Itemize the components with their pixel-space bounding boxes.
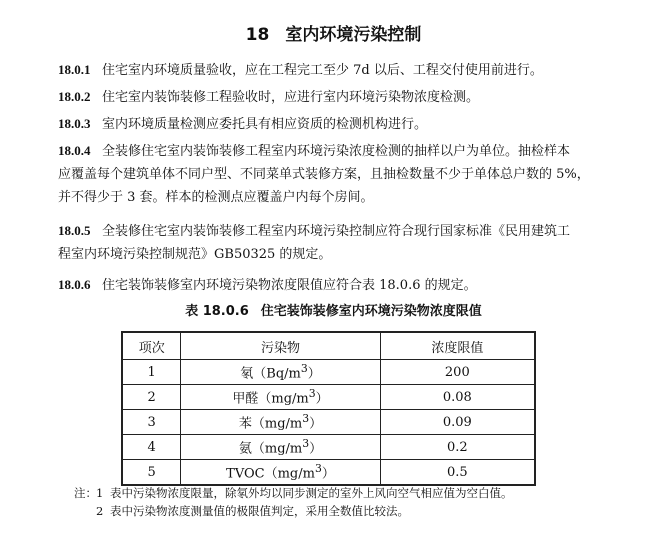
clause-text: 室内环境质量检测应委托具有相应资质的检测机构进行。 — [102, 117, 428, 132]
cell-pollutant: 甲醛$(mg/m^3)$ — [181, 385, 380, 410]
table-number: 表 18.0.6 — [185, 304, 249, 319]
pollutant-limit-table — [121, 331, 536, 486]
clause-18-0-3 — [58, 112, 618, 136]
note-text: 表中污染物浓度测量值的极限值判定，采用全数值比较法。 — [110, 504, 409, 518]
table-row — [122, 360, 535, 385]
cell-limit: 0.2 — [380, 435, 535, 460]
cell-pollutant: $TVOC(mg/m^3)$ — [181, 460, 380, 486]
clause-18-0-4 — [58, 139, 618, 209]
clause-number: 18.0.6 — [58, 277, 91, 292]
clause-18-0-1 — [58, 58, 618, 82]
clause-number: 18.0.2 — [58, 89, 91, 104]
cell-limit: 200 — [380, 360, 535, 385]
chapter-number: 18 — [245, 25, 270, 45]
cell-limit: 0.5 — [380, 460, 535, 486]
header-limit: 浓度限值 — [380, 332, 535, 360]
clause-text-line: 并不得少于 3 套。样本的检测点应覆盖户内每个房间。 — [58, 190, 374, 205]
cell-index: 5 — [122, 460, 181, 486]
note-index: 2 — [96, 504, 104, 518]
clause-18-0-2 — [58, 85, 618, 109]
cell-pollutant: 氨$(mg/m^3)$ — [181, 435, 380, 460]
cell-index: 1 — [122, 360, 181, 385]
header-index: 项次 — [122, 332, 181, 360]
cell-pollutant: 氡$(Bq/m^3)$ — [181, 360, 380, 385]
clause-text: 全装修住宅室内装饰装修工程室内环境污染浓度检测的抽样以户为单位。抽检样本 — [102, 144, 571, 159]
clause-text: 住宅室内装饰装修工程验收时，应进行室内环境污染物浓度检测。 — [102, 90, 480, 105]
clause-18-0-6 — [58, 273, 618, 297]
table-row — [122, 410, 535, 435]
table-row — [122, 385, 535, 410]
cell-index: 2 — [122, 385, 181, 410]
table-note-1 — [74, 485, 513, 502]
clause-number: 18.0.5 — [58, 223, 91, 238]
table-header-row — [122, 332, 535, 360]
note-index: 1 — [96, 486, 104, 500]
cell-pollutant: 苯$(mg/m^3)$ — [181, 410, 380, 435]
clause-number: 18.0.4 — [58, 143, 91, 158]
note-label: 注： — [74, 486, 97, 500]
clause-text: 住宅装饰装修室内环境污染物浓度限值应符合表 18.0.6 的规定。 — [102, 278, 477, 293]
table-row — [122, 460, 535, 486]
header-pollutant: 污染物 — [181, 332, 380, 360]
clause-number: 18.0.1 — [58, 62, 91, 77]
chapter-heading: 室内环境污染控制 — [285, 25, 422, 45]
cell-index: 3 — [122, 410, 181, 435]
cell-index: 4 — [122, 435, 181, 460]
chapter-title — [0, 20, 667, 45]
table-row — [122, 435, 535, 460]
clause-text-line: 应覆盖每个建筑单体不同户型、不同菜单式装修方案，且抽检数量不少于单体总户数的 5%， — [58, 167, 590, 182]
clause-number: 18.0.3 — [58, 116, 91, 131]
cell-limit: 0.09 — [380, 410, 535, 435]
clause-text-line: 程室内环境污染控制规范》GB50325 的规定。 — [58, 247, 332, 262]
table-note-2 — [74, 503, 409, 520]
table-title: 住宅装饰装修室内环境污染物浓度限值 — [260, 304, 482, 319]
cell-limit: 0.08 — [380, 385, 535, 410]
note-text: 表中污染物浓度限量，除氡外均以同步测定的室外上风向空气相应值为空白值。 — [110, 486, 513, 500]
table-caption — [0, 300, 667, 319]
clause-18-0-5 — [58, 219, 618, 266]
clause-text: 住宅室内环境质量验收，应在工程完工至少 7d 以后、工程交付使用前进行。 — [102, 63, 543, 78]
clause-text: 全装修住宅室内装饰装修工程室内环境污染控制应符合现行国家标准《民用建筑工 — [102, 224, 571, 239]
